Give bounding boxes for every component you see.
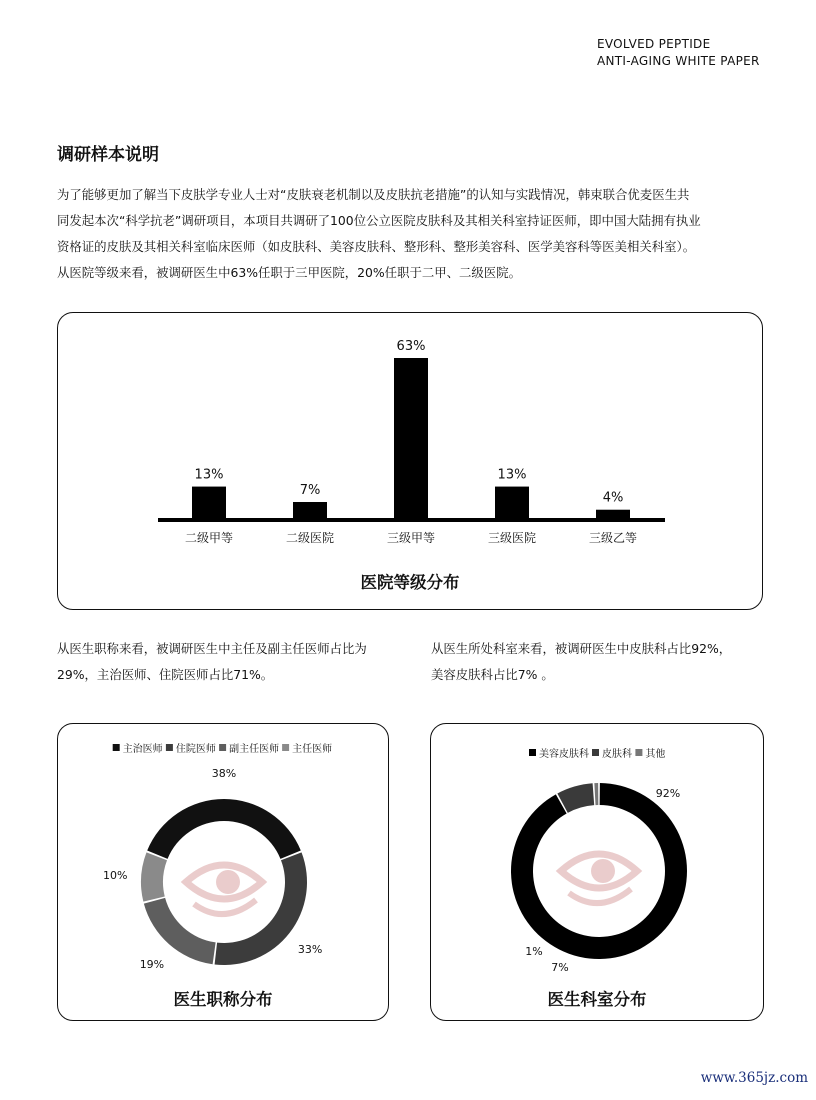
category-label: 三级医院 — [487, 531, 537, 545]
bar — [394, 358, 428, 520]
watermark-logo-icon — [561, 854, 637, 903]
header-line-2: ANTI-AGING WHITE PAPER — [597, 54, 760, 68]
intro-paragraph — [57, 182, 762, 286]
legend-label: 皮肤科 — [602, 749, 632, 760]
donut2-title: 医生科室分布 — [547, 990, 647, 1009]
slice-label: 10% — [102, 869, 128, 883]
watermark-logo-icon — [186, 865, 262, 914]
bar-value-label: 13% — [497, 467, 527, 483]
slice-label: 92% — [655, 787, 681, 800]
category-label: 三级乙等 — [588, 531, 638, 545]
legend-label: 住院医师 — [175, 744, 216, 755]
department-chart — [430, 723, 764, 1021]
hospital-level-chart — [57, 312, 763, 610]
category-label: 二级甲等 — [184, 531, 234, 545]
legend-swatch — [166, 744, 173, 751]
legend-swatch — [635, 749, 642, 756]
bar-chart-title: 医院等级分布 — [360, 573, 460, 592]
title-desc-line: 29%，主治医师、住院医师占比71%。 — [57, 667, 274, 682]
doctor-title-chart — [57, 723, 389, 1021]
legend-label: 主任医师 — [292, 744, 333, 755]
category-label: 二级医院 — [285, 531, 335, 545]
legend-swatch — [282, 744, 289, 751]
bar — [192, 487, 226, 520]
intro-line: 同发起本次“科学抗老”调研项目，本项目共调研了100位公立医院皮肤科及其相关科室持证医师，即中国大陆拥有执业 — [57, 213, 701, 228]
watermark: www.365jz.com — [700, 1070, 808, 1086]
category-label: 三级甲等 — [386, 531, 436, 545]
bar — [495, 487, 529, 520]
bar-value-label: 13% — [194, 467, 224, 483]
legend-swatch — [592, 749, 599, 756]
bar-chart-svg — [58, 313, 764, 611]
legend-label: 主治医师 — [122, 744, 163, 755]
header-line-1: EVOLVED PEPTIDE — [597, 37, 711, 51]
legend-swatch — [529, 749, 536, 756]
dept-desc-line: 美容皮肤科占比7% 。 — [431, 667, 554, 682]
bar-value-label: 4% — [602, 490, 624, 506]
donut-slice — [141, 852, 167, 901]
donut-chart-svg — [431, 724, 765, 1022]
donut-chart-svg — [58, 724, 390, 1022]
donut-slice — [147, 799, 301, 859]
slice-label: 38% — [211, 767, 237, 780]
bar-value-label: 7% — [299, 483, 321, 498]
bar — [293, 502, 327, 520]
title-description — [57, 636, 367, 688]
intro-line: 资格证的皮肤及其相关科室临床医师（如皮肤科、美容皮肤科、整形科、整形美容科、医学美容科等医美相关科室）。 — [57, 239, 696, 254]
slice-label: 7% — [551, 961, 569, 974]
slice-label: 19% — [139, 957, 165, 971]
bar-value-label: 63% — [396, 339, 426, 354]
doc-header — [597, 36, 760, 70]
dept-desc-line: 从医生所处科室来看，被调研医生中皮肤科占比92%， — [431, 641, 732, 656]
section-title: 调研样本说明 — [57, 145, 159, 165]
legend-label: 副主任医师 — [229, 744, 280, 755]
donut-slice — [594, 783, 598, 805]
donut1-title: 医生职称分布 — [173, 990, 273, 1009]
intro-line: 为了能够更加了解当下皮肤学专业人士对“皮肤衰老机制以及皮肤抗老措施”的认知与实践情况，韩束联合优麦医生共 — [57, 187, 690, 202]
department-description — [431, 636, 731, 688]
slice-label: 33% — [297, 942, 323, 956]
legend-label: 其他 — [645, 749, 666, 760]
intro-line: 从医院等级来看，被调研医生中63%任职于三甲医院，20%任职于二甲、二级医院。 — [57, 265, 521, 280]
title-desc-line: 从医生职称来看，被调研医生中主任及副主任医师占比为 — [57, 641, 367, 656]
legend-swatch — [219, 744, 226, 751]
donut-slice — [215, 852, 307, 965]
slice-label: 1% — [525, 945, 543, 958]
legend-swatch — [113, 744, 120, 751]
legend-label: 美容皮肤科 — [539, 749, 589, 760]
